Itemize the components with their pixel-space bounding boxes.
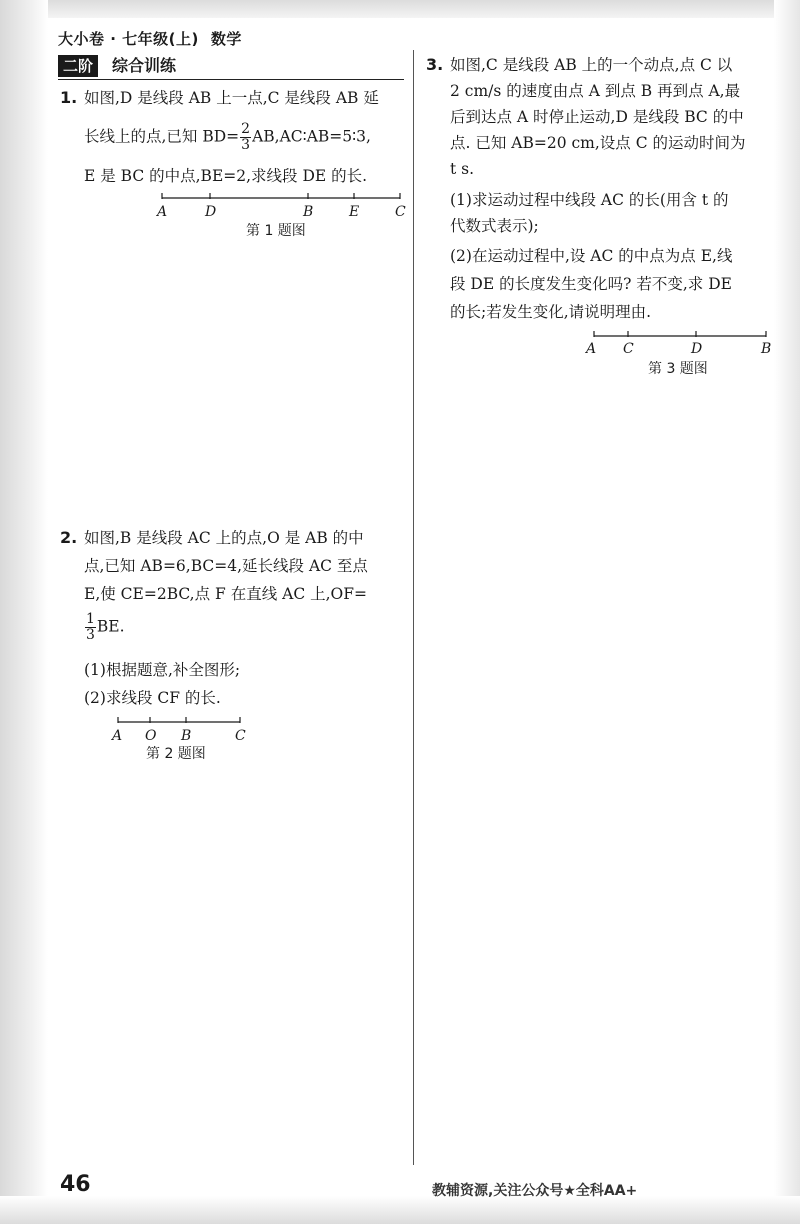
- q2-segment-diagram: [106, 714, 256, 744]
- q3-label-a: A: [586, 341, 597, 357]
- q1-label-e: E: [349, 204, 360, 220]
- q1-label-d: D: [205, 204, 217, 220]
- q3-part-2c: 的长;若发生变化,请说明理由.: [450, 303, 652, 321]
- q3-label-c: C: [623, 341, 634, 357]
- q2-number: 2.: [60, 528, 78, 547]
- q3-part-2b: 段 DE 的长度发生变化吗? 若不变,求 DE: [450, 275, 732, 293]
- section-title: [58, 55, 404, 80]
- q1-line-2b: AB,AC∶AB=5∶3,: [252, 127, 371, 146]
- q3-part-2a: (2)在运动过程中,设 AC 的中点为点 E,线: [450, 247, 733, 265]
- q1-line-3: E 是 BC 的中点,BE=2,求线段 DE 的长.: [84, 167, 368, 185]
- q2-part-1: (1)根据题意,补全图形;: [84, 661, 241, 679]
- q2-label-o: O: [145, 728, 157, 744]
- q2-line-3: E,使 CE=2BC,点 F 在直线 AC 上,OF=: [84, 585, 367, 603]
- q1-line-1: 如图,D 是线段 AB 上一点,C 是线段 AB 延: [84, 89, 379, 107]
- q2-line-4b: BE.: [96, 617, 125, 636]
- page-number: 46: [60, 1172, 91, 1197]
- q1-label-b: B: [303, 204, 314, 220]
- q2-caption: 第 2 题图: [146, 746, 206, 762]
- q3-line-4: 点. 已知 AB=20 cm,设点 C 的运动时间为: [450, 134, 746, 152]
- scan-edge-right: [774, 0, 800, 1224]
- section-badge: 二阶: [58, 55, 98, 77]
- q3-number: 3.: [426, 55, 444, 74]
- q2-part-2: (2)求线段 CF 的长.: [84, 689, 221, 707]
- q3-figure: [584, 328, 779, 362]
- q1-segment-diagram: [150, 190, 420, 222]
- q2-line-1: 如图,B 是线段 AC 上的点,O 是 AB 的中: [84, 529, 364, 547]
- q3-segment-diagram: [584, 328, 779, 358]
- book-title: 大小卷 · 七年级(上): [58, 30, 199, 48]
- q3-line-3: 后到达点 A 时停止运动,D 是线段 BC 的中: [450, 108, 744, 126]
- q2-frac-num: 1: [86, 611, 95, 627]
- section-heading: 综合训练: [112, 56, 177, 75]
- q1-fraction: [240, 122, 251, 153]
- q1-label-c: C: [395, 204, 406, 220]
- page-header: [58, 28, 242, 49]
- scan-edge-top: [0, 0, 800, 18]
- q1-caption: 第 1 题图: [246, 223, 306, 239]
- q1-frac-num: 2: [241, 121, 251, 137]
- q3-caption: 第 3 题图: [648, 361, 708, 377]
- q3-label-d: D: [691, 341, 703, 357]
- q3-part-1a: (1)求运动过程中线段 AC 的长(用含 t 的: [450, 191, 729, 209]
- scan-edge-bottom: [0, 1196, 800, 1224]
- q2-label-c: C: [235, 728, 246, 744]
- q2-fraction: [85, 612, 96, 643]
- q1-line-2a: 长线上的点,已知 BD=: [84, 127, 240, 146]
- q2-line-2: 点,已知 AB=6,BC=4,延长线段 AC 至点: [84, 557, 368, 575]
- q2-frac-den: 3: [86, 627, 95, 643]
- q1-line-2: [84, 122, 371, 153]
- q1-number: 1.: [60, 88, 78, 107]
- q2-line-4: [84, 612, 125, 643]
- q2-label-b: B: [181, 728, 192, 744]
- subject-label: 数学: [210, 30, 242, 48]
- q1-frac-den: 3: [241, 137, 251, 153]
- footer-note: 教辅资源,关注公众号★全科AA+: [432, 1183, 638, 1199]
- q3-part-1b: 代数式表示);: [450, 217, 539, 235]
- q3-line-2: 2 cm/s 的速度由点 A 到点 B 再到点 A,最: [450, 82, 741, 100]
- q3-line-5: t s.: [450, 160, 475, 178]
- q3-label-b: B: [761, 341, 772, 357]
- q2-label-a: A: [112, 728, 123, 744]
- q1-label-a: A: [157, 204, 168, 220]
- scan-edge-left: [0, 0, 48, 1224]
- q3-line-1: 如图,C 是线段 AB 上的一个动点,点 C 以: [450, 56, 733, 74]
